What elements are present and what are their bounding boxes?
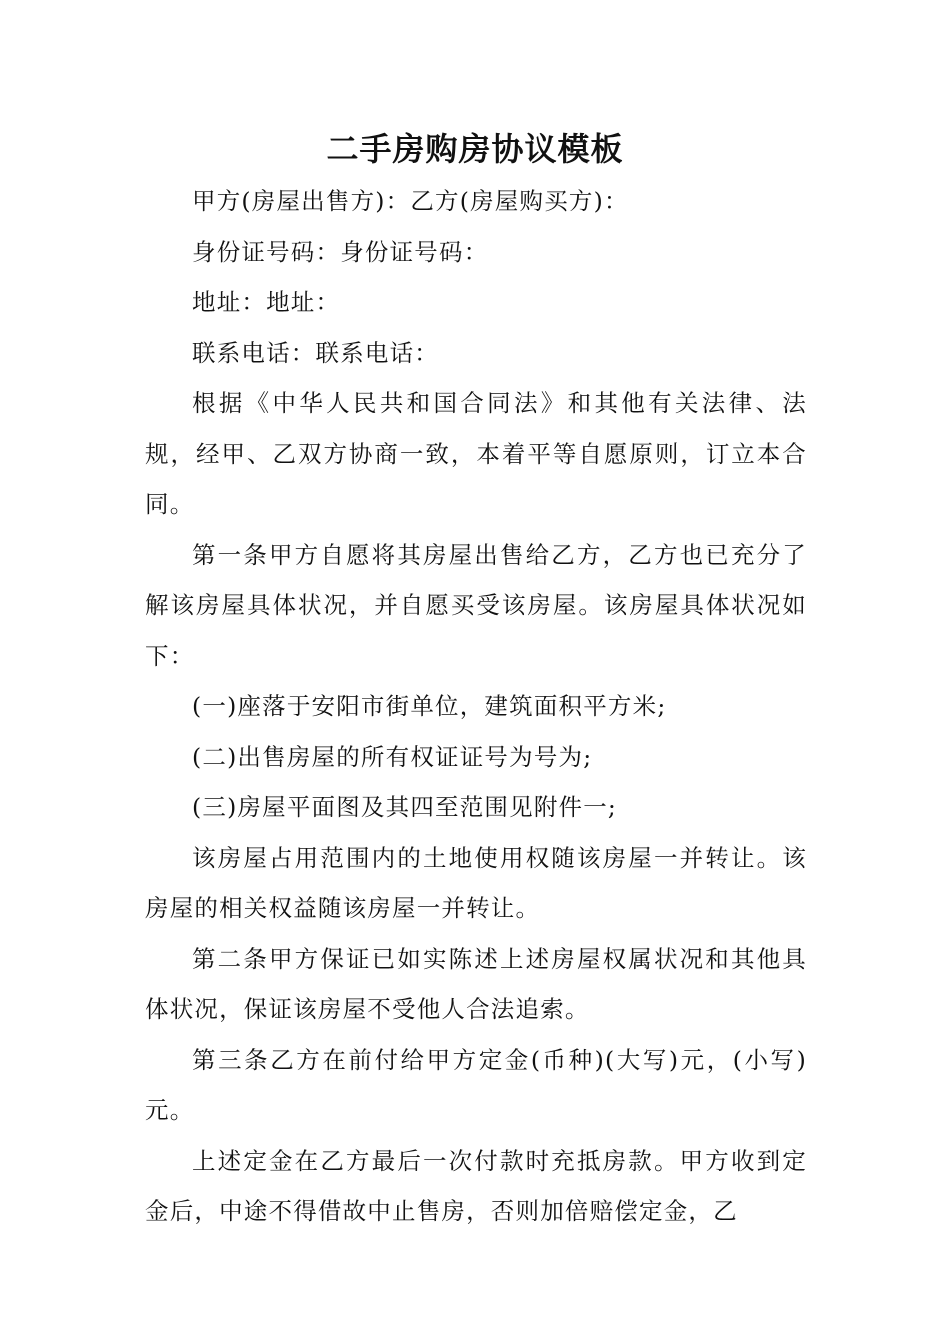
- article-3-paragraph: 第三条乙方在前付给甲方定金(币种)(大写)元，(小写)元。: [145, 1045, 807, 1124]
- id-number-line: 身份证号码：身份证号码：: [192, 237, 489, 266]
- document-title: 二手房购房协议模板: [326, 130, 624, 168]
- article-1-paragraph: 第一条甲方自愿将其房屋出售给乙方，乙方也已充分了解该房屋具体状况，并自愿买受该房屋。该房屋具体状况如下：: [145, 540, 807, 670]
- deposit-paragraph: 上述定金在乙方最后一次付款时充抵房款。甲方收到定金后，中途不得借故中止售房，否则加倍赔偿定金，乙: [145, 1146, 807, 1225]
- land-use-paragraph: 该房屋占用范围内的土地使用权随该房屋一并转让。该房屋的相关权益随该房屋一并转让。: [145, 843, 807, 922]
- article-2-paragraph: 第二条甲方保证已如实陈述上述房屋权属状况和其他具体状况，保证该房屋不受他人合法追索。: [145, 944, 807, 1023]
- document-body: [145, 176, 807, 1237]
- article-1-item-1: (一)座落于安阳市街单位，建筑面积平方米;: [192, 692, 667, 720]
- preamble-paragraph: 根据《中华人民共和国合同法》和其他有关法律、法规，经甲、乙双方协商一致，本着平等自愿原则，订立本合同。: [145, 389, 807, 518]
- party-names-line: 甲方(房屋出售方)：乙方(房屋购买方)：: [192, 187, 629, 215]
- article-1-item-3: (三)房屋平面图及其四至范围见附件一;: [192, 793, 618, 821]
- phone-line: 联系电话：联系电话：: [192, 338, 439, 367]
- address-line: 地址：地址：: [192, 288, 341, 316]
- article-1-item-2: (二)出售房屋的所有权证证号为号为;: [192, 742, 593, 771]
